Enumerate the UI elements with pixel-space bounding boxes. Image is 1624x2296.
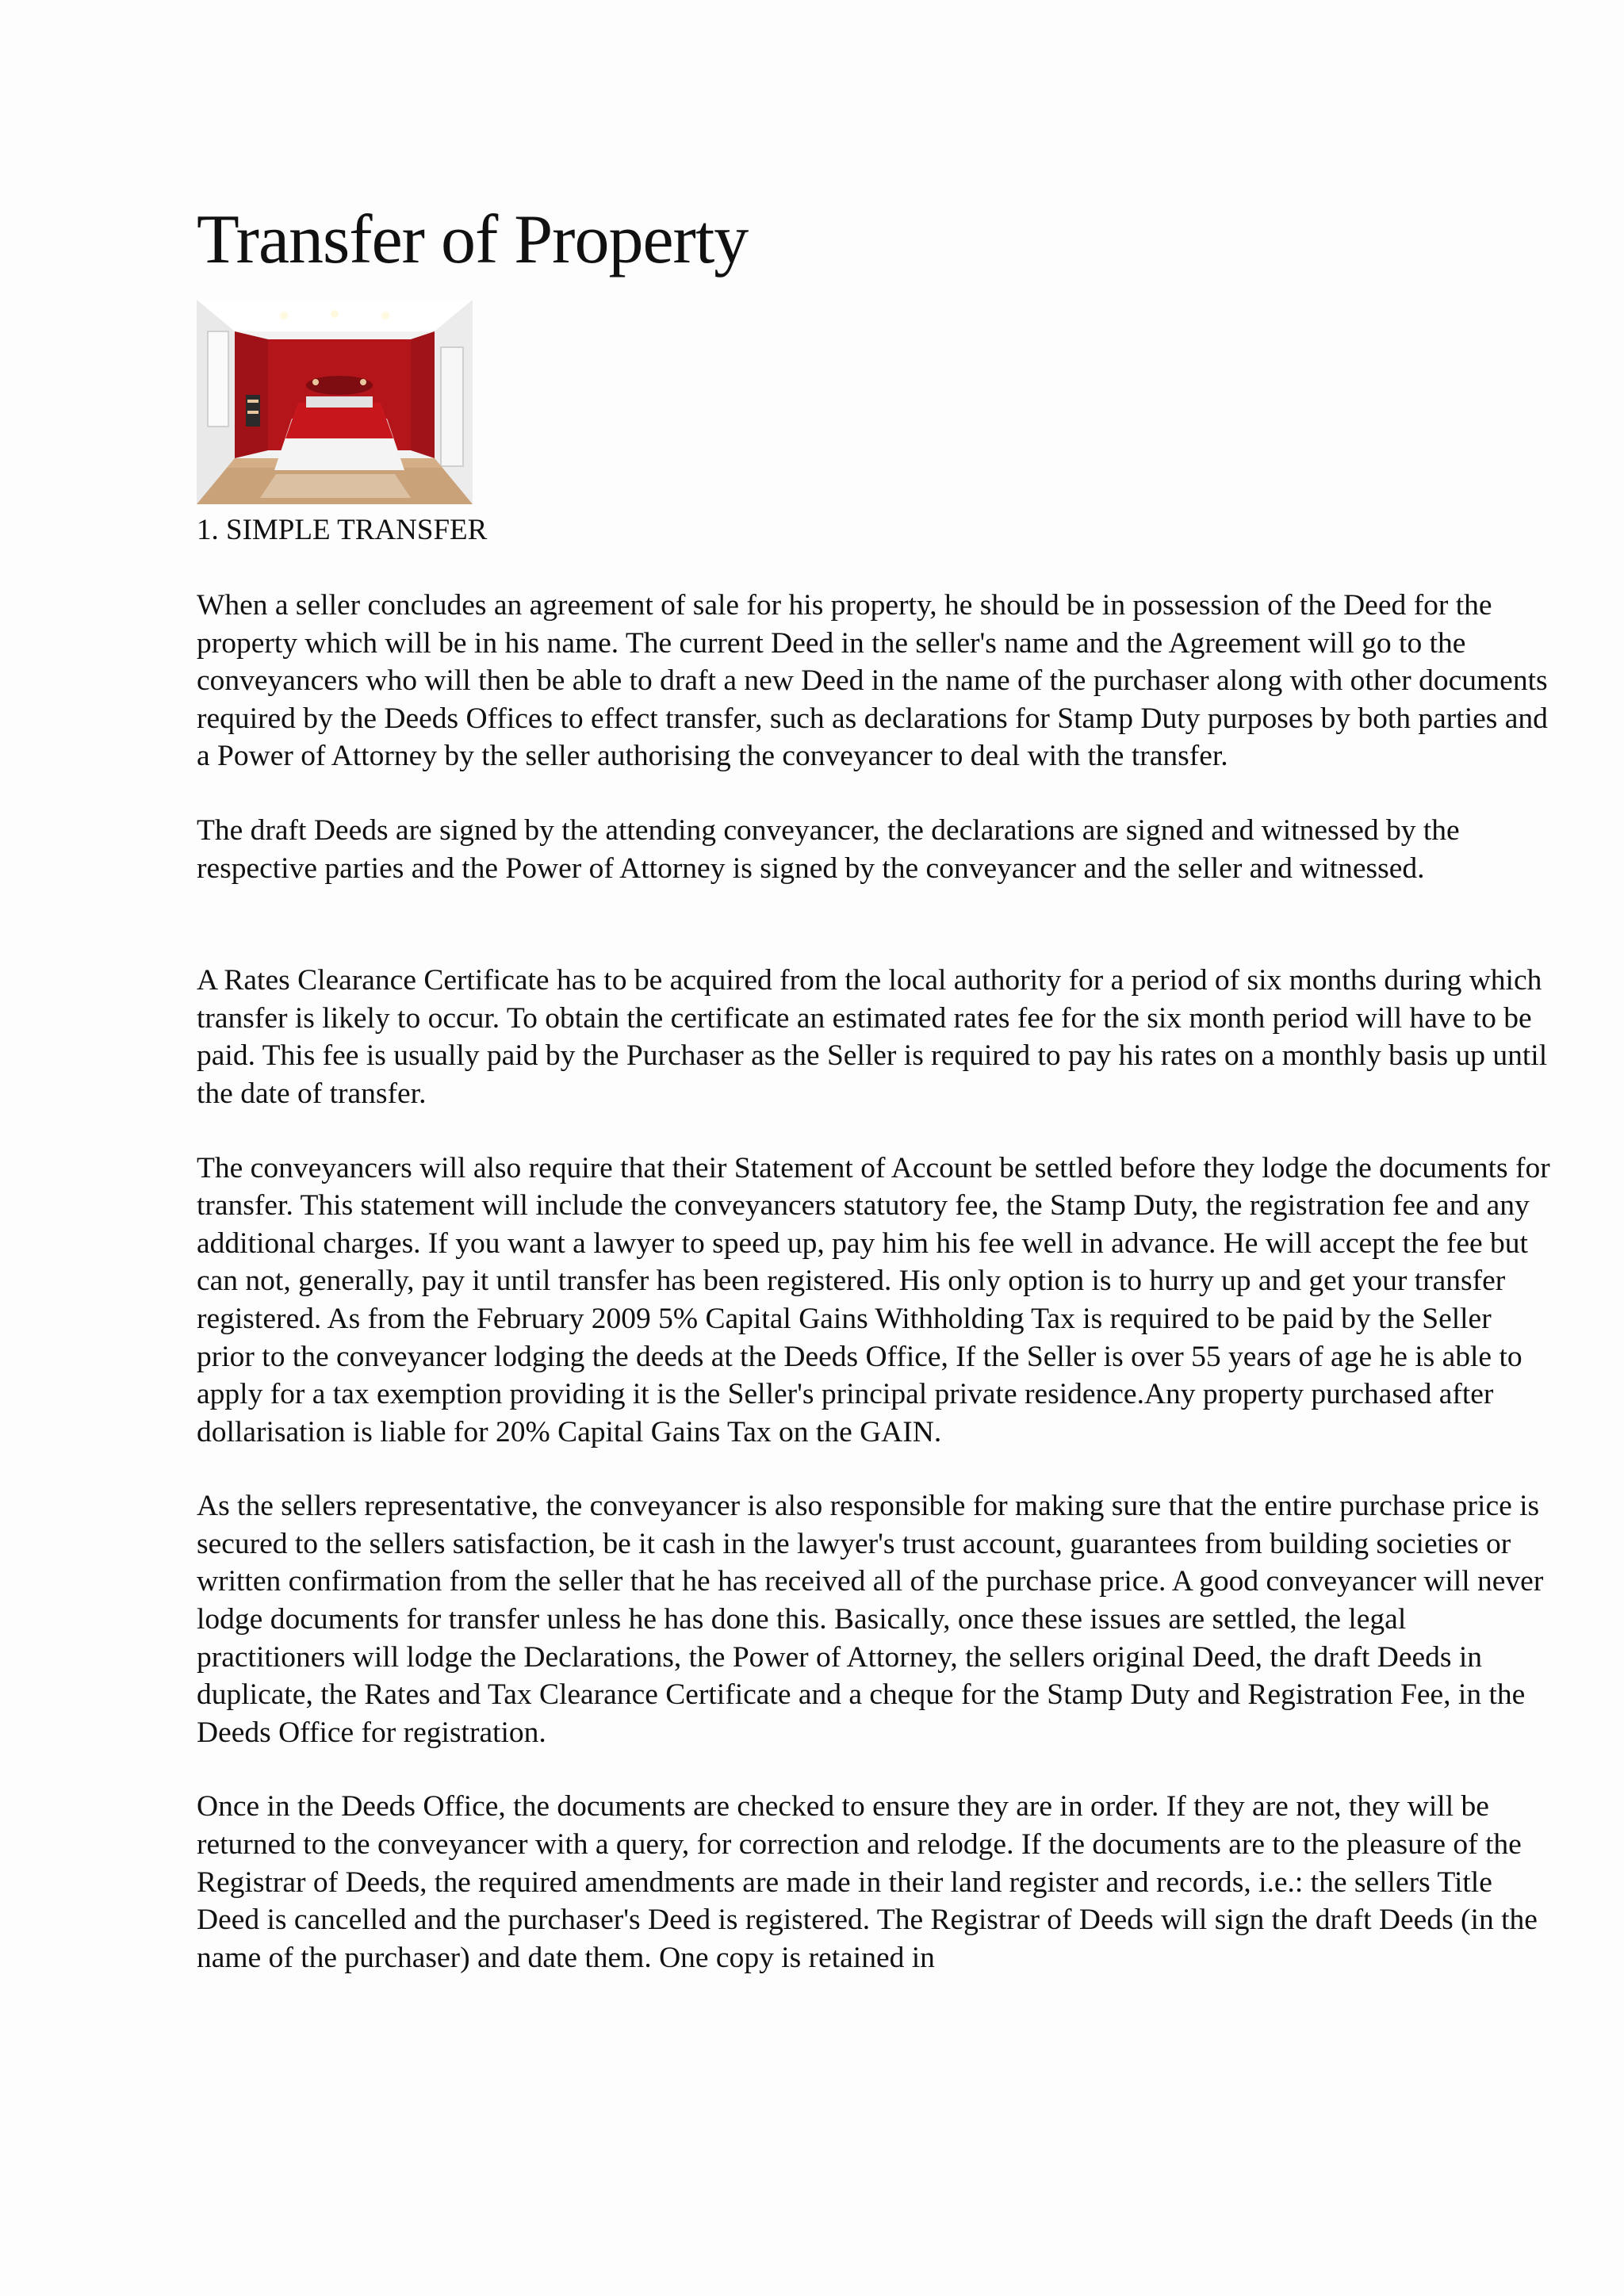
section-heading-simple-transfer: 1. SIMPLE TRANSFER: [197, 514, 488, 546]
paragraph-agreement: When a seller concludes an agreement of sale for his property, he should be in possession of the Deed for the property which will be in his name. The current Deed in the seller's name and the Agreement will go to the conveyancers who will then be able to draft a new Deed in the name of the purchaser along with other documents required by the Deeds Offices to effect transfer, such as declarations for Stamp Duty purposes by both parties and a Power of Attorney by the seller authorising the conveyancer to deal with the transfer.: [197, 589, 1548, 773]
paragraph-deeds-office: Once in the Deeds Office, the documents are checked to ensure they are in order. If they are not, they will be returned to the conveyancer with a query, for correction and relodge. If the documents are to the pleasure of the Registrar of Deeds, the required amendments are made in their land register and records, i.e.: the sellers Title Deed is cancelled and the purchaser's Deed is registered. The Registrar of Deeds will sign the draft Deeds (in the name of the purchaser) and date them. One copy is retained in: [197, 1790, 1538, 1974]
bedroom-photo: [197, 300, 473, 504]
bedroom-photo-graphic: [197, 300, 473, 504]
page-title: Transfer of Property: [197, 201, 749, 278]
paragraph-sellers-representative: As the sellers representative, the conveyancer is also responsible for making sure that the entire purchase price is secured to the sellers satisfaction, be it cash in the lawyer's trust account, guarantees from building societies or written confirmation from the seller that he has received all of the purchase price. A good conveyancer will never lodge documents for transfer unless he has done this. Basically, once these issues are settled, the legal practitioners will lodge the Declarations, the Power of Attorney, the sellers original Deed, the draft Deeds in duplicate, the Rates and Tax Clearance Certificate and a cheque for the Stamp Duty and Registration Fee, in the Deeds Office for registration.: [197, 1490, 1544, 1749]
paragraph-rates-clearance: A Rates Clearance Certificate has to be acquired from the local authority for a period of six months during which transfer is likely to occur. To obtain the certificate an estimated rates fee for the six month period will have to be paid. This fee is usually paid by the Purchaser as the Seller is required to pay his rates on a monthly basis up until the date of transfer.: [197, 964, 1548, 1110]
paragraph-draft-deeds: The draft Deeds are signed by the attending conveyancer, the declarations are signed and witnessed by the respective parties and the Power of Attorney is signed by the conveyancer and the seller and witnessed.: [197, 813, 1460, 885]
paragraph-statement-of-account: The conveyancers will also require that their Statement of Account be settled before they lodge the documents for transfer. This statement will include the conveyancers statutory fee, the Stamp Duty, the registration fee and any additional charges. If you want a lawyer to speed up, pay him his fee well in advance. He will accept the fee but can not, generally, pay it until transfer has been registered. His only option is to hurry up and get your transfer registered. As from the February 2009 5% Capital Gains Withholding Tax is required to be paid by the Seller prior to the conveyancer lodging the deeds at the Deeds Office, If the Seller is over 55 years of age he is able to apply for a tax exemption providing it is the Seller's principal private residence.Any property purchased after dollarisation is liable for 20% Capital Gains Tax on the GAIN.: [197, 1151, 1550, 1448]
document-page: [197, 197, 1554, 1976]
